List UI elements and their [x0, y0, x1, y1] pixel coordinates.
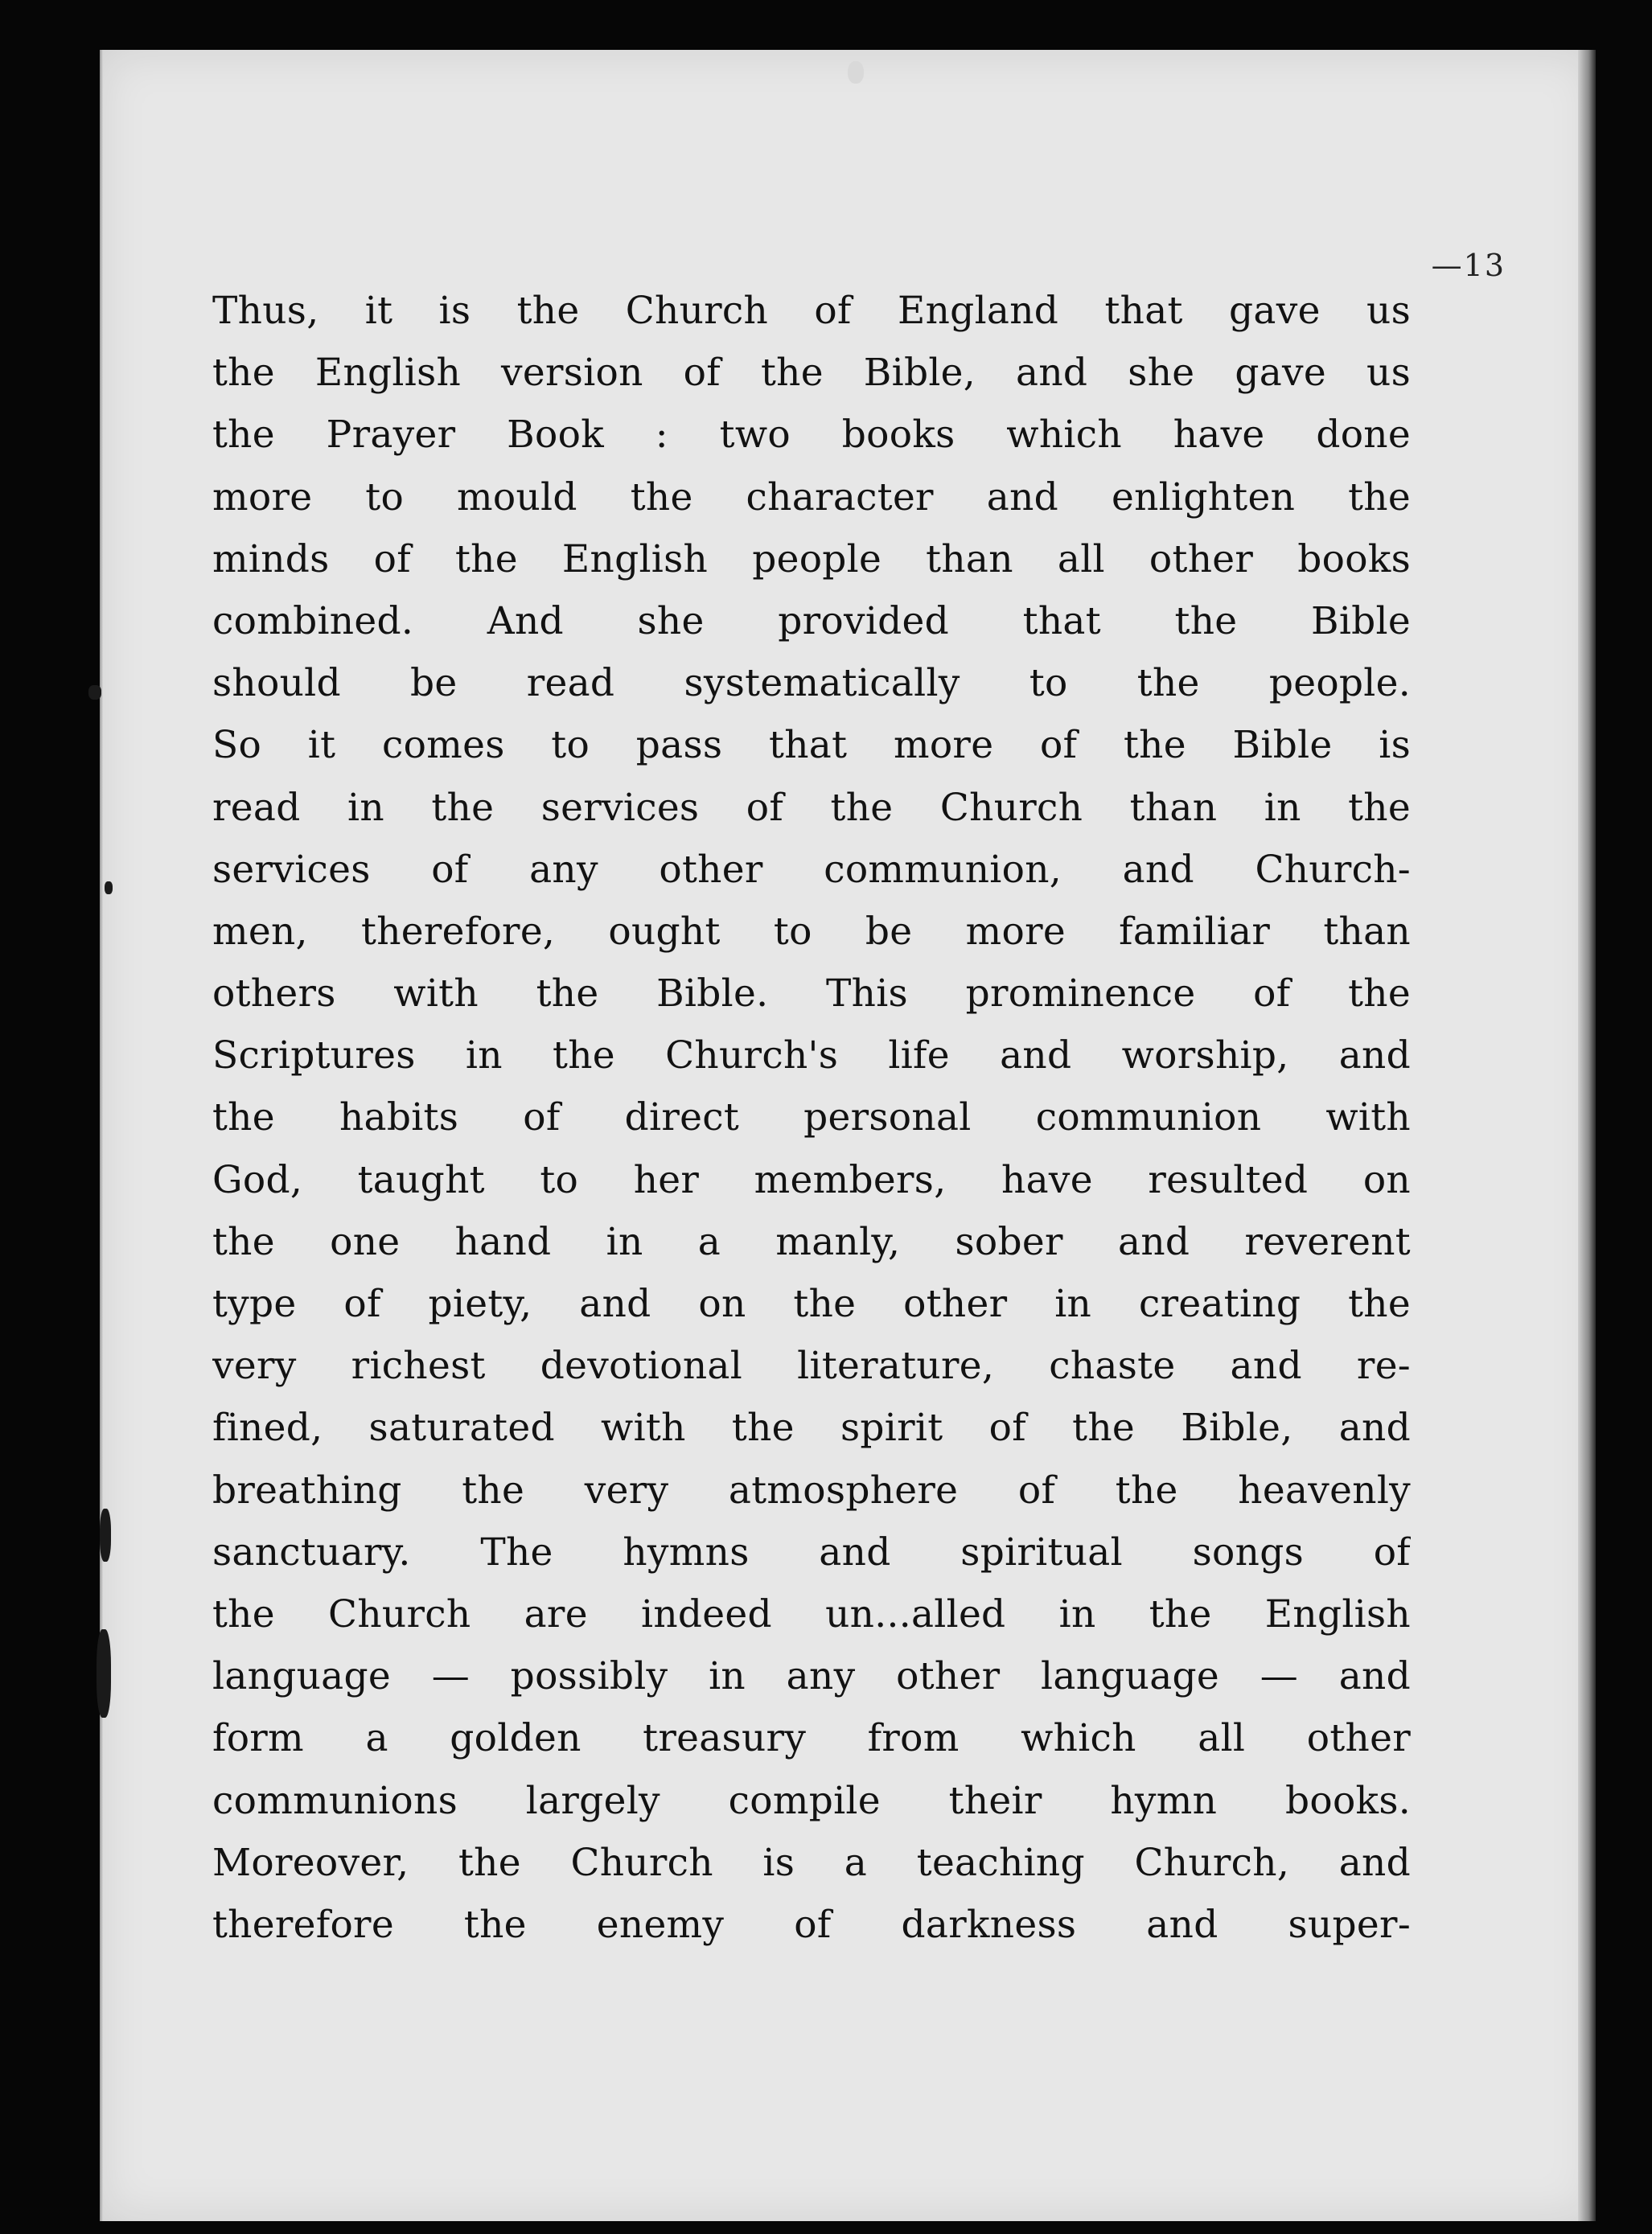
- margin-speck: [100, 1509, 111, 1562]
- text-line: minds of the English people than all other books: [212, 536, 1411, 581]
- text-line: therefore the enemy of darkness and super-: [212, 1902, 1411, 1947]
- text-line: should be read systematically to the people.: [212, 661, 1411, 706]
- text-line: type of piety, and on the other in creating the: [212, 1282, 1411, 1326]
- text-line: fined, saturated with the spirit of the Bible, and: [212, 1406, 1411, 1451]
- text-line: Scriptures in the Church's life and worship, and: [212, 1033, 1411, 1078]
- page-left-edge: [100, 50, 103, 2221]
- margin-speck: [97, 1629, 111, 1718]
- text-line: the Church are indeed un...alled in the English: [212, 1591, 1411, 1636]
- text-line: combined. And she provided that the Bible: [212, 598, 1411, 643]
- text-line: language — possibly in any other language — and: [212, 1654, 1411, 1699]
- text-line: Thus, it is the Church of England that gave us: [212, 289, 1411, 333]
- text-line: read in the services of the Church than in the: [212, 785, 1411, 830]
- text-line: men, therefore, ought to be more familiar than: [212, 909, 1411, 954]
- text-line: the one hand in a manly, sober and reverent: [212, 1219, 1411, 1264]
- body-text: [212, 280, 1411, 1956]
- text-line: services of any other communion, and Church-: [212, 847, 1411, 892]
- text-line: Moreover, the Church is a teaching Church, and: [212, 1840, 1411, 1885]
- text-line: very richest devotional literature, chaste and re-: [212, 1344, 1411, 1389]
- margin-speck: [105, 881, 113, 894]
- text-line: So it comes to pass that more of the Bible is: [212, 723, 1411, 768]
- text-line: others with the Bible. This prominence of the: [212, 971, 1411, 1016]
- text-line: the Prayer Book : two books which have done: [212, 413, 1411, 458]
- text-line: the habits of direct personal communion with: [212, 1095, 1411, 1140]
- text-line: God, taught to her members, have resulted on: [212, 1157, 1411, 1202]
- text-line: communions largely compile their hymn books.: [212, 1778, 1411, 1823]
- binding-mark: [848, 61, 864, 84]
- text-line: sanctuary. The hymns and spiritual songs of: [212, 1530, 1411, 1575]
- text-line: the English version of the Bible, and she gave us: [212, 351, 1411, 396]
- page-right-edge: [1578, 50, 1596, 2221]
- text-line: breathing the very atmosphere of the heavenly: [212, 1468, 1411, 1513]
- margin-speck: [88, 685, 101, 700]
- page-number: —13: [1431, 248, 1506, 283]
- text-line: form a golden treasury from which all other: [212, 1716, 1411, 1761]
- text-line: more to mould the character and enlighten the: [212, 474, 1411, 519]
